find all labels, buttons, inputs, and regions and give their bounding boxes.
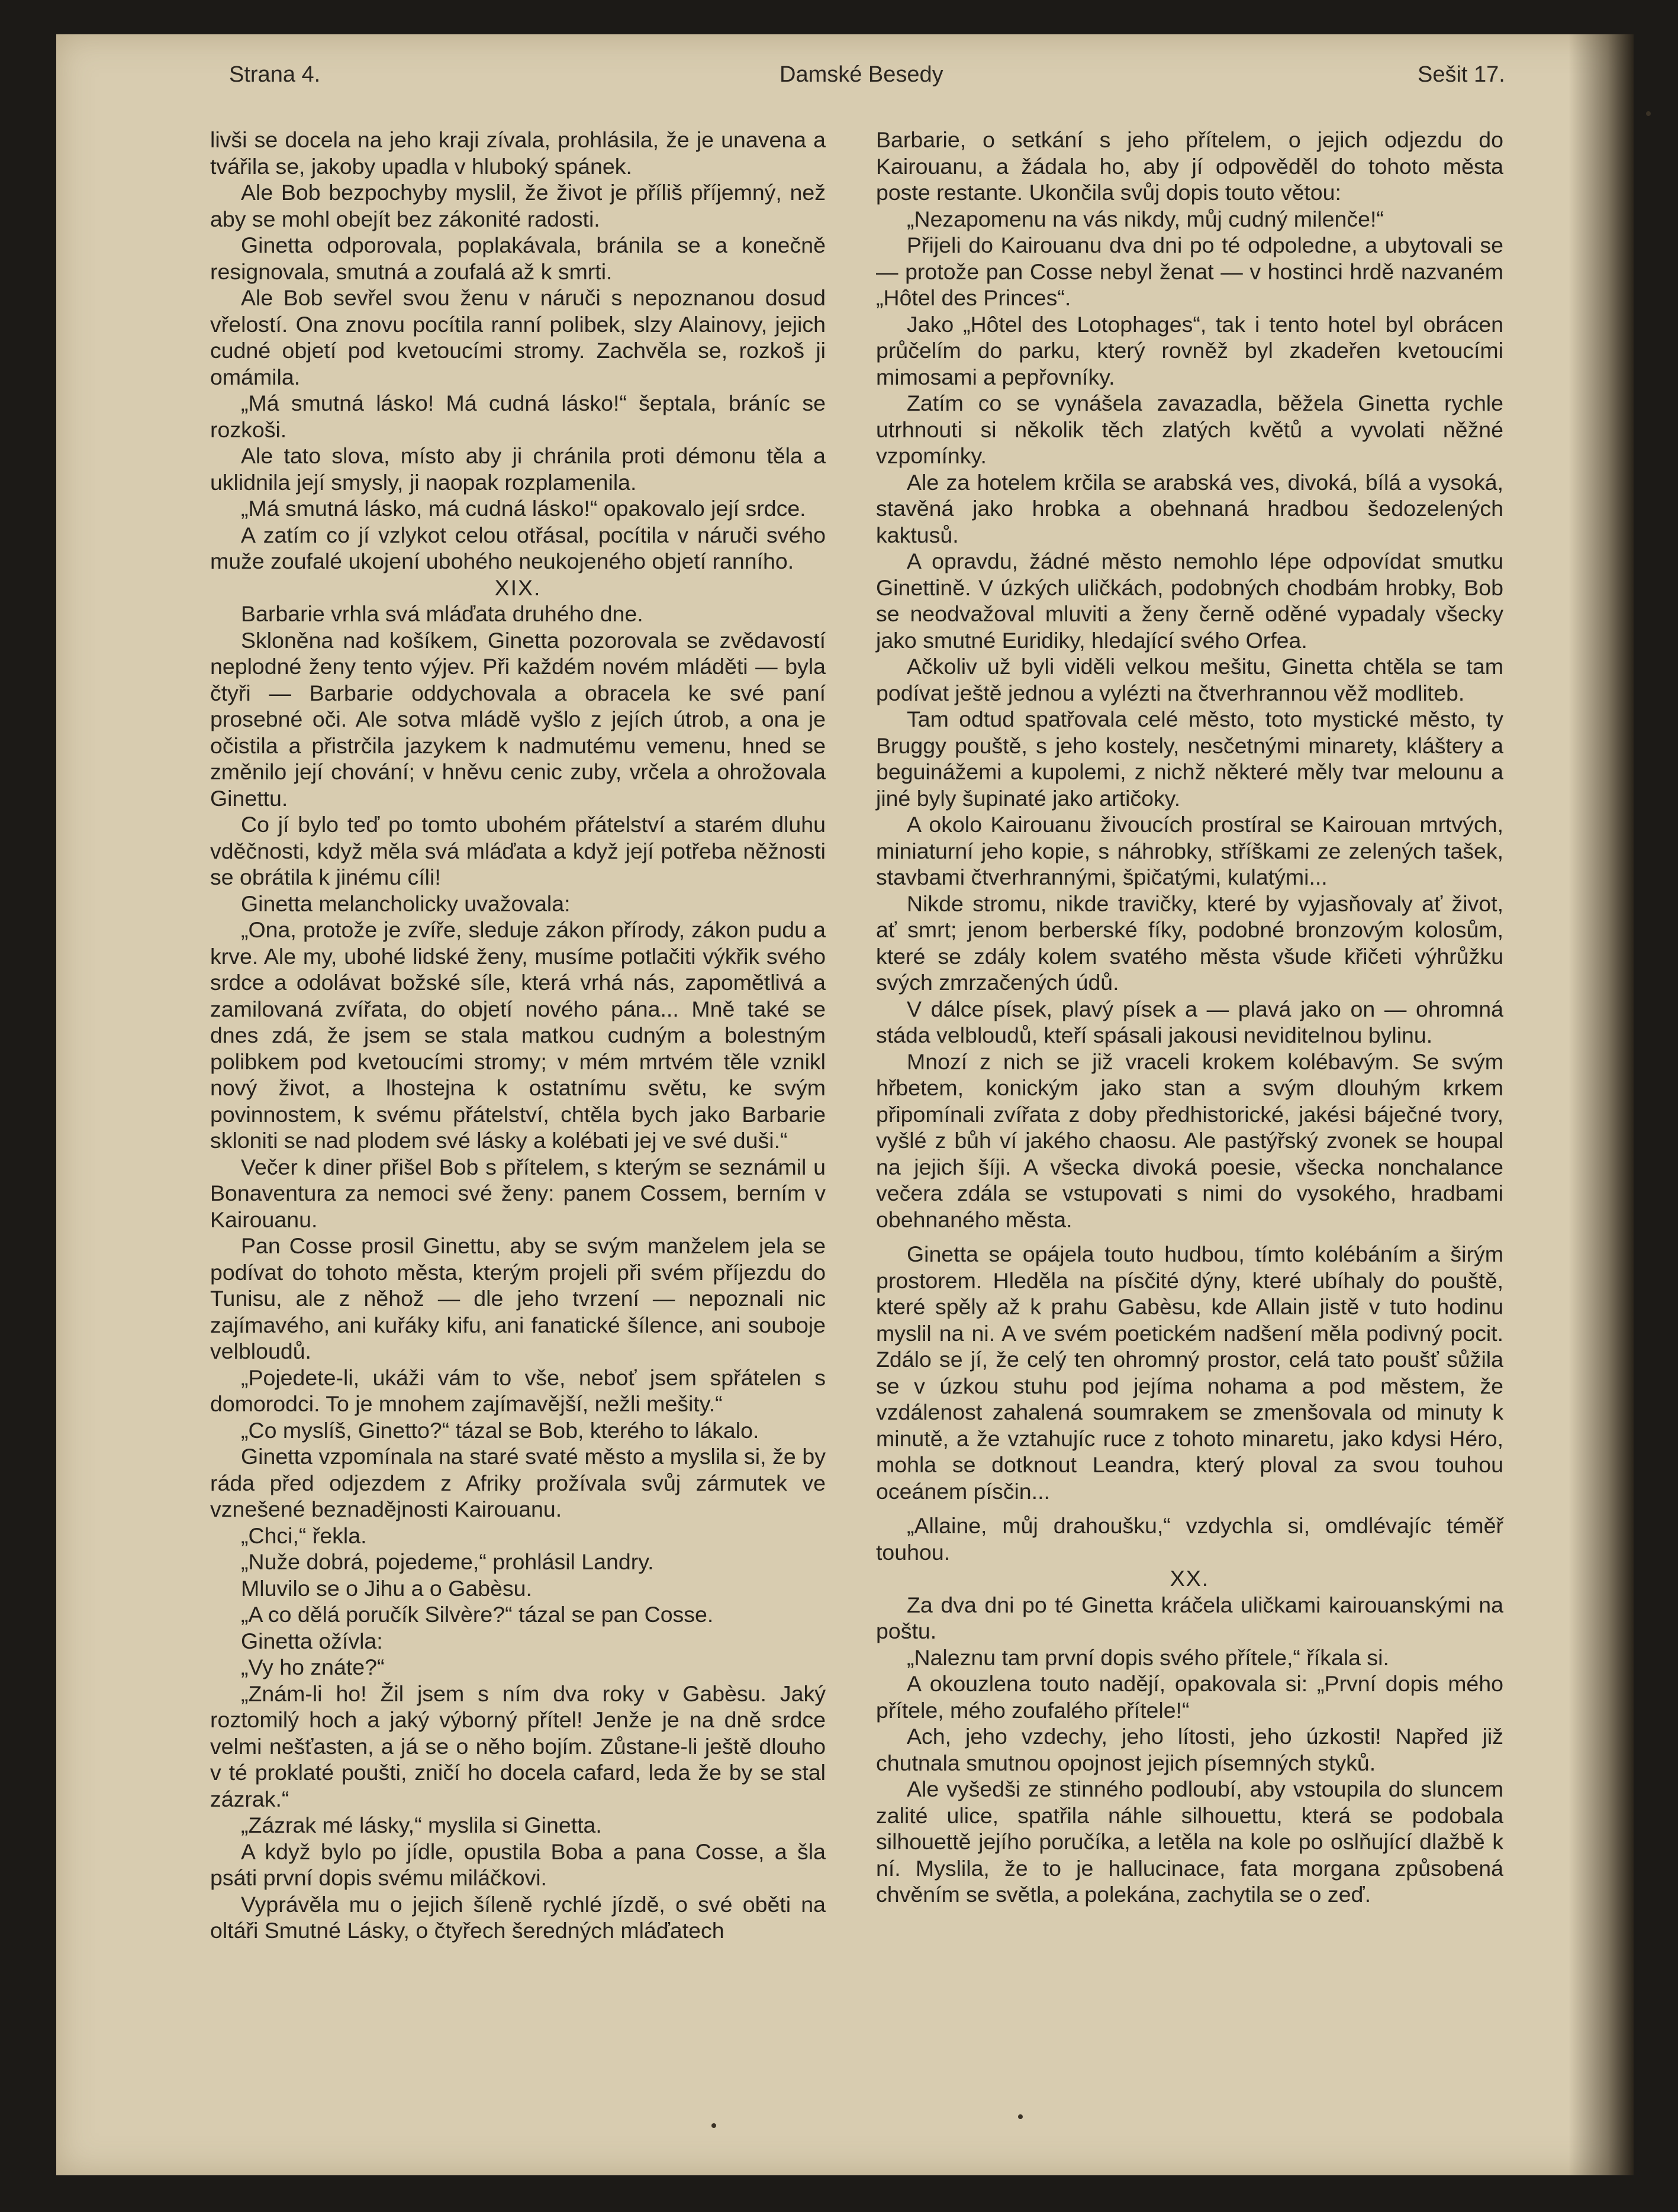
paragraph: „Má smutná lásko, má cudná lásko!“ opakovalo její srdce. <box>241 496 806 521</box>
paragraph: „Zázrak mé lásky,“ myslila si Ginetta. <box>241 1813 602 1837</box>
page-number: Strana 4. <box>229 62 321 87</box>
magazine-page <box>56 34 1634 2175</box>
paragraph: Ginetta melancholicky uvažovala: <box>241 891 571 916</box>
left-column <box>210 127 826 1944</box>
paragraph: Ginetta se opájela touto hudbou, tímto kolébáním a širým prostorem. Hleděla na písčité dýny, které ubíhaly do pouště, které spěly až k prahu Gabèsu, kde Allain jistě v tuto hodinu myslil na ni. A ve svém poetickém nadšení měla podivný pocit. Zdálo se jí, že celý ten ohromný prostor, celá tato poušť sůžila se v úzkou stuhu pod jejíma nohama a pod městem, že vzdálenost zahalená soumrakem se zmenšovala od minuty k minutě, a že vztahujíc ruce z tohoto minaretu, jako kdysi Héro, mohla se dotknout Leandra, který ploval za svou touhou oceánem písčin... <box>876 1242 1503 1504</box>
chapter-heading-xx: XX. <box>1170 1566 1210 1591</box>
paragraph: livši se docela na jeho kraji zívala, prohlásila, že je unavena a tvářila se, jakoby upadla v hluboký spánek. <box>210 127 826 179</box>
ink-speck-icon <box>1018 2114 1023 2119</box>
paragraph: Večer k diner přišel Bob s přítelem, s kterým se seznámil u Bonaventura za nemoci své ženy: panem Cossem, berním v Kairouanu. <box>210 1154 826 1232</box>
paragraph: „Znám-li ho! Žil jsem s ním dva roky v Gabèsu. Jaký roztomilý hoch a jaký výborný přítel! Jenže je na dně srdce velmi nešťasten, a já se o něho bojím. Zůstane-li ještě dlouho v té proklaté poušti, zničí ho docela cafard, leda že by se stal zázrak.“ <box>210 1681 826 1811</box>
issue-number: Sešit 17. <box>1418 62 1505 87</box>
paragraph: „Allaine, můj drahoušku,“ vzdychla si, omdlévajíc téměř touhou. <box>876 1513 1503 1565</box>
paragraph: Ginetta odporovala, poplakávala, bránila se a konečně resignovala, smutná a zoufalá až k smrti. <box>210 233 826 284</box>
paragraph: Vyprávěla mu o jejich šíleně rychlé jízdě, o své oběti na oltáři Smutné Lásky, o čtyřech šeredných mláďatech <box>210 1891 826 1943</box>
paragraph: A okolo Kairouanu živoucích prostíral se Kairouan mrtvých, miniaturní jeho kopie, s náhrobky, stříškami ze zelených tašek, stavbami čtverhrannými, špičatými, kulatými... <box>876 812 1503 889</box>
paragraph: A zatím co jí vzlykot celou otřásal, pocítila v náruči svého muže zoufalé ukojení ubohého neukojeného objetí ranního. <box>210 522 826 573</box>
paragraph: Ačkoliv už byli viděli velkou mešitu, Ginetta chtěla se tam podívat ještě jednou a vylézti na čtverhrannou věž modliteb. <box>876 654 1503 705</box>
paragraph-gap <box>876 1504 1503 1513</box>
paragraph: Ale za hotelem krčila se arabská ves, divoká, bílá a vysoká, stavěná jako hrobka a obehnaná hradbou šedozelených kaktusů. <box>876 469 1503 547</box>
paragraph-gap <box>876 1233 1503 1241</box>
magazine-title: Damské Besedy <box>780 62 943 87</box>
paragraph: „Co myslíš, Ginetto?“ tázal se Bob, kterého to lákalo. <box>241 1417 759 1443</box>
paragraph: Ale tato slova, místo aby ji chránila proti démonu těla a uklidnila její smysly, ji naopak rozplamenila. <box>210 443 826 495</box>
paragraph: A když bylo po jídle, opustila Boba a pana Cosse, a šla psáti první dopis svému miláčkovi. <box>210 1839 826 1890</box>
paragraph: Barbarie vrhla svá mláďata druhého dne. <box>241 601 643 626</box>
page-header <box>56 62 1634 98</box>
paragraph: Ach, jeho vzdechy, jeho lítosti, jeho úzkosti! Napřed již chutnala smutnou opojnost jejich písemných styků. <box>876 1724 1503 1775</box>
paragraph: Přijeli do Kairouanu dva dni po té odpoledne, a ubytovali se — protože pan Cosse nebyl ženat — v hostinci hrdě nazvaném „Hôtel des Princes“. <box>876 233 1503 310</box>
paragraph: A okouzlena touto nadějí, opakovala si: „První dopis mého přítele, mého zoufalého přítele!“ <box>876 1671 1503 1723</box>
paragraph: Ale vyšedši ze stinného podloubí, aby vstoupila do sluncem zalité ulice, spatřila náhle silhouettu, která se podobala silhouettě jejího poručíka, a letěla na kole po oslňující dlažbě k ní. Myslila, že to je hallucinace, fata morgana způsobená chvěním se světla, a polekána, zachytila se o zeď. <box>876 1776 1503 1907</box>
paragraph: Ale Bob bezpochyby myslil, že život je příliš příjemný, než aby se mohl obejít bez zákonité radosti. <box>210 180 826 231</box>
paragraph: Ginetta ožívla: <box>241 1628 383 1653</box>
paragraph: „Ona, protože je zvíře, sleduje zákon přírody, zákon pudu a krve. Ale my, ubohé lidské ženy, musíme potlačiti výkřik svého srdce a odolávat božské síle, která vrhá nás, zapomětlivá a zamilovaná zvířata, do objetí nového pána... Mně také se dnes zdá, že jsem se stala matkou cudným a bolestným polibkem pod kvetoucími stromy; v mém mrtvém těle vznikl nový život, a lhostejna k ostatnímu světu, ke svým povinnostem, k svému přátelství, chtěla bych jako Barbarie skloniti se nad plodem své lásky a kolébati jej ve své duši.“ <box>210 917 826 1153</box>
paragraph: „Nuže dobrá, pojedeme,“ prohlásil Landry. <box>241 1549 654 1574</box>
paragraph: „Má smutná lásko! Má cudná lásko!“ šeptala, bráníc se rozkoši. <box>210 391 826 442</box>
paragraph: „Naleznu tam první dopis svého přítele,“ říkala si. <box>907 1645 1389 1670</box>
ink-speck-icon <box>1646 111 1651 116</box>
chapter-heading-xix: XIX. <box>494 575 542 600</box>
paragraph: Pan Cosse prosil Ginettu, aby se svým manželem jela se podívat do tohoto města, kterým projeli při svém příjezdu do Tunisu, ale z něhož — dle jeho tvrzení — nepoznali nic zajímavého, ani kuřáky kifu, ani fanatické šílence, ani souboje velbloudů. <box>210 1233 826 1363</box>
paragraph: A opravdu, žádné město nemohlo lépe odpovídat smutku Ginettině. V úzkých uličkách, podobných chodbám hrobky, Bob se neodvažoval mluviti a ženy černě oděné vypadaly všecky jako smutné Euridiky, hledající svého Orfea. <box>876 549 1503 653</box>
paragraph: Barbarie, o setkání s jeho přítelem, o jejich odjezdu do Kairouanu, a žádala ho, aby jí odpověděl do tohoto města poste restante. Ukončila svůj dopis touto větou: <box>876 127 1503 205</box>
paragraph: Ale Bob sevřel svou ženu v náruči s nepoznanou dosud vřelostí. Ona znovu pocítila ranní polibek, slzy Alainovy, jejich cudné objetí pod kvetoucími stromy. Zachvěla se, rozkoš ji omámila. <box>210 285 826 389</box>
paragraph: V dálce písek, plavý písek a — plavá jako on — ohromná stáda velbloudů, kteří spásali jakousi neviditelnou bylinu. <box>876 996 1503 1047</box>
paragraph: „Chci,“ řekla. <box>241 1523 367 1548</box>
paragraph: Tam odtud spatřovala celé město, toto mystické město, ty Bruggy pouště, s jeho kostely, nesčetnými minarety, kláštery a beguinážemi a kupolemi, z nichž některé měly tvar melounu a jiné byly šupinaté jako artičoky. <box>876 707 1503 811</box>
right-column <box>876 127 1503 1908</box>
ink-speck-icon <box>711 2123 716 2128</box>
page-spine-shadow <box>1569 34 1634 2175</box>
paragraph: „Vy ho znáte?“ <box>241 1655 385 1679</box>
paragraph: Zatím co se vynášela zavazadla, běžela Ginetta rychle utrhnouti si několik těch zlatých květů a vyvolati něžné vzpomínky. <box>876 391 1503 468</box>
paragraph: Mnozí z nich se již vraceli krokem kolébavým. Se svým hřbetem, konickým jako stan a svým dlouhým krkem připomínali zvířata z doby předhistorické, jakési báječné tvory, vyšlé z bůh ví jakého chaosu. Ale pastýřský zvonek se houpal na jejich šíji. A všecka divoká poesie, všecka nonchalance večera zdála se vstupovati s nimi do vysokého, hradbami obehnaného města. <box>876 1049 1503 1232</box>
paragraph: Nikde stromu, nikde travičky, které by vyjasňovaly ať život, ať smrt; jenom berberské fíky, podobné bronzovým kolosům, které se zdály kolem svatého města všude křičeti výhrůžku svých zmrzačených údů. <box>876 891 1503 995</box>
paragraph: „A co dělá poručík Silvère?“ tázal se pan Cosse. <box>241 1602 714 1627</box>
paragraph: Co jí bylo teď po tomto ubohém přátelství a starém dluhu vděčnosti, když měla svá mláďata a když její potřeba něžnosti se obrátila k jinému cíli! <box>210 812 826 889</box>
paragraph: „Pojedete-li, ukáži vám to vše, neboť jsem spřátelen s domorodci. To je mnohem zajímavější, nežli mešity.“ <box>210 1365 826 1416</box>
paragraph: Za dva dni po té Ginetta kráčela uličkami kairouanskými na poštu. <box>876 1592 1503 1643</box>
paragraph: Skloněna nad košíkem, Ginetta pozorovala se zvědavostí neplodné ženy tento výjev. Při každém novém mláděti — byla čtyři — Barbarie oddychovala a obracela ke své paní prosebné oči. Ale sotva mládě vyšlo z jejích útrob, a ona je očistila a přistrčila jazykem k nadmutému vemenu, hned se změnilo její chování; v hněvu cenic zuby, vrčela a ohrožovala Ginettu. <box>210 627 826 811</box>
paragraph: Mluvilo se o Jihu a o Gabèsu. <box>241 1575 532 1601</box>
paragraph: Ginetta vzpomínala na staré svaté město a myslila si, že by ráda před odjezdem z Afriky prožívala svůj zármutek ve vznešené beznadějnosti Kairouanu. <box>210 1444 826 1521</box>
paragraph: „Nezapomenu na vás nikdy, můj cudný milenče!“ <box>907 206 1384 231</box>
paragraph: Jako „Hôtel des Lotophages“, tak i tento hotel byl obrácen průčelím do parku, který rovněž byl zkadeřen kvetoucími mimosami a pepřovníky. <box>876 311 1503 389</box>
